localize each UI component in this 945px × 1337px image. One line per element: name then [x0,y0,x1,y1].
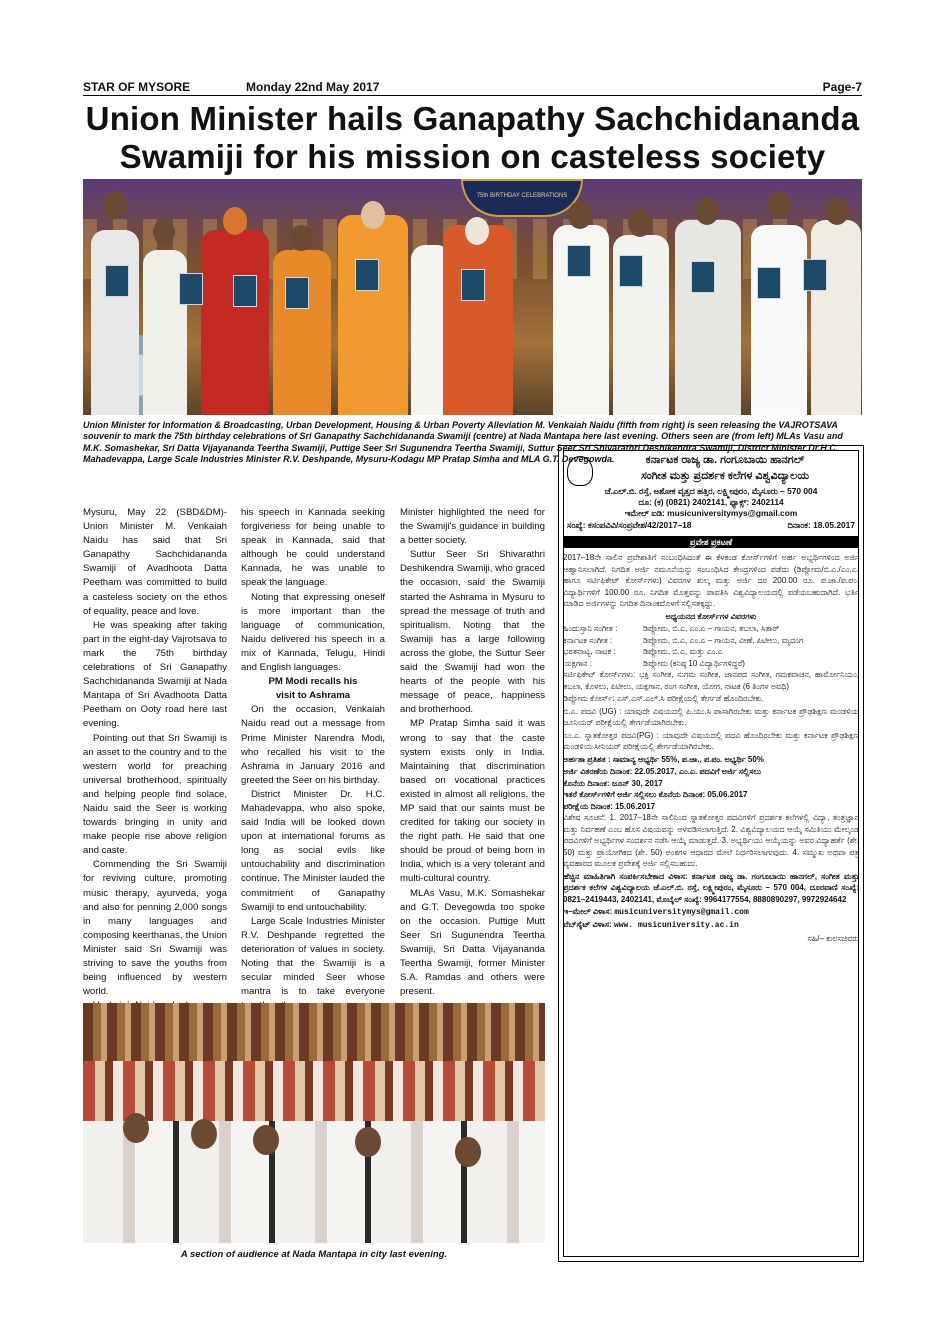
person [338,215,408,415]
person-head [191,1119,217,1149]
ad-email-value[interactable]: musicuniversitymys@gmail.com [614,908,749,917]
ad-web-label: ವೆಬ್‌ಸೈಟ್ ವಿಳಾಸ: [563,919,612,929]
ad-body [563,552,859,945]
souvenir-book [803,259,827,291]
person [443,225,513,415]
page-number: Page-7 [822,80,862,94]
ad-header [563,450,859,532]
souvenir-book [619,255,643,287]
ad-contact: ಹೆಚ್ಚಿನ ಮಾಹಿತಿಗಾಗಿ ಸಂಪರ್ಕಿಸಬೇಕಾದ ವಿಳಾಸ: ಕರ್ನಾಟಕ ರಾಜ್ಯ ಡಾ. ಗಂಗೂಬಾಯಿ ಹಾನಗಲ್, ಸಂಗೀತ ಮತ್ತು ಪ್ರದರ್ಶಕ ಕಲೆಗಳ ವಿಶ್ವವಿದ್ಯಾಲಯ ಜೆ.ಎಲ್.ಬಿ. ರಸ್ತೆ, ಲಕ್ಷ್ಮೀಪುರಂ, ಮೈಸೂರು – 570 004, ದೂರವಾಣಿ ಸಂಖ್ಯೆ: 0821–2419443, 2402141, ಮೊಬೈಲ್ ಸಂಖ್ಯೆ: 9964177554, 8880890297, 9972924642 [563,871,859,904]
issue-date: Monday 22nd May 2017 [246,80,380,94]
ad-phone: ದೂ: (ಕ) (0821) 2402141, ಫ್ಯಾಕ್ಸ್: 2402114 [638,497,784,507]
person [811,220,861,415]
course-detail: ಡಿಪ್ಲೋಮ, ಬಿ.ಎ, ಎಂ.ಎ – ಗಾಯನ, ವೀಣೆ, ಪಿಟೀಲು, ಮೃದಂಗ [643,635,804,645]
ad-address: ಜೆ.ಎಲ್.ಬಿ. ರಸ್ತೆ, ಅಶೋಕ ವೃತ್ತದ ಹತ್ತಿರ, ಲಕ್ಷ್ಮೀಪುರಂ, ಮೈಸೂರು – 570 004 [604,486,818,496]
person-head [568,201,592,229]
paragraph: Noting that expressing oneself is more important than the language of communication, Naidu delivered his speech in a mix of Kannada, Telugu, Hindi and English languages. [241,591,385,674]
person-head [361,201,385,229]
article-column-1 [83,506,227,1013]
souvenir-book [233,275,257,307]
article-column-3 [400,506,545,999]
person-head [355,1127,381,1157]
ad-course-row [563,658,859,670]
person-head [253,1125,279,1155]
paragraph: Suttur Seer Sri Shivarathri Deshikendra Swamiji, who graced the occasion, said the Swamiji started the Ashrama in Mysuru to spread the message of truth and spiritualism. Noting that the Swamiji has a large following across the globe, the Suttur Seer said the Swamiji had won the hearts of the people with his message of peace, happiness and brotherhood. [400,549,545,716]
crowd-back [83,1003,545,1063]
release-photo [83,179,862,415]
person-head [289,225,313,251]
course-detail: ಡಿಪ್ಲೋಮ (ಕನಿಷ್ಠ 10 ವಿದ್ಯಾರ್ಥಿಗಳಿದ್ದರೆ) [643,658,745,668]
person-head [223,207,247,235]
souvenir-book [105,265,129,297]
headline [83,100,862,176]
paragraph: District Minister Dr. H.C. Mahadevappa, who also spoke, said India will be looked down upon at international forums as long as social evils like untouchability and discrimination continue. The Minister lauded the commitment of Ganapathy Swamiji to end untouchability. [241,788,385,913]
paragraph: Large Scale Industries Minister R.V. Deshpande regretted the deterioration of values in society. Noting that the Swamiji is a secular minded Seer whose mantra is to take everyone [241,915,385,998]
ad-course-row [563,635,859,647]
ad-certificate-courses: ಸರ್ಟಿಫಿಕೇಟ್ ಕೋರ್ಸ್‌ಗಳು: ಭಕ್ತಿ ಸಂಗೀತ, ಸುಗಮ ಸಂಗೀತ, ಜಾನಪದ ಸಂಗೀತ, ಗಮಕವಾಚನ, ಹಾರ್ಮೋನಿಯಂ, ತಬಲಾ, ಕೊಳಲು, ಪಿಟೀಲು, ಯಕ್ಷಗಾನ, ರಂಗ ಸಂಗೀತ, ಯೋಗ, ನಾಟಕ (6 ತಿಂಗಳ ಅವಧಿ) [563,670,859,691]
headline-line-1: Union Minister hails Ganapathy Sachchidananda [85,100,860,137]
souvenir-book [567,245,591,277]
audience-caption: A section of audience at Nada Mantapa in city last evening. [180,1249,448,1260]
paragraph: his speech in Kannada seeking forgiveness for being unable to speak in Kannada, said that although he could understand Kannada, he was unable to speak the language. [241,507,385,589]
banner-text: 75th BIRTHDAY CELEBRATIONS [476,193,568,199]
paragraph: He was speaking after taking part in the eight-day Vajrotsava to mark the 75th birthday celebrations of Sri Ganapathy Sachchidananda Swamiji at Nada Mantapa of Sri Avadhoota Datta Peetham on Ooty road here last evening. [83,619,227,730]
souvenir-book [691,261,715,293]
course-name: ಹಿಂದುಸ್ತಾನಿ ಸಂಗೀತ : [563,624,618,633]
souvenir-book [285,277,309,309]
ad-eligibility: ಎಂ.ಎ. ಸ್ನಾತಕೋತ್ತರ ಪದವಿ(PG) : ಯಾವುದೇ ವಿಷಯದಲ್ಲಿ ಪದವಿ ಹೊಂದಿರಬೇಕು ಮತ್ತು ಕರ್ನಾಟಕ ಪ್ರೌಢಶಿಕ್ಷಣ ಮಂಡಳಿಯ ಸೀನಿಯರ್ ಪರೀಕ್ಷೆಯಲ್ಲಿ ತೇರ್ಗಡೆಯಾಗಿರಬೇಕು. [563,730,859,751]
ad-web-value[interactable]: www. musicuniversity.ac.in [613,920,739,930]
paragraph: MP Pratap Simha said it was wrong to say that the caste system exists only in India. Maintaining that discrimination based on vocational practices existed in almost all religions, the MP said that our saints must be credited for taking our society in the right path. He said that one should be proud of being born in India, which is a very tolerant and multi-cultural country. [400,718,545,885]
ad-signature: ಸಹಿ/– ಕುಲಸಚಿವರು [807,934,859,943]
course-detail: ಡಿಪ್ಲೋಮ, ಬಿ.ಎ, ಎಂ.ಎ – ಗಾಯನ, ತಬಲಾ, ಸಿತಾರ್ [643,624,780,633]
ad-courses-heading: ಅಧ್ಯಯನದ ಕೋರ್ಸ್‌ಗಳ ವಿವರಗಳು [665,611,757,621]
person [201,230,269,415]
ad-date-line: ಅರ್ಜಿ ವಿತರಣೆಯ ದಿನಾಂಕ: 22.05.2017, ಎಂ.ಎ. ಪದವಿಗೆ ಅರ್ಜಿ ಸಲ್ಲಿಸಲು [563,767,762,776]
person-head [465,217,489,245]
masthead-rule [83,95,862,96]
ad-course-row [563,623,859,635]
souvenir-book [757,267,781,299]
paragraph: Pointing out that Sri Swamiji is an asset to the country and to the western world for preaching universal brotherhood, spiritually and helping people find solace, Naidu said the Seer is working towards bringing in unity and make people rise above religion and caste. [83,732,227,857]
course-name: ಯಕ್ಷಗಾನ : [563,658,592,668]
ad-band: ಪ್ರವೇಶ ಪ್ರಕಟಣೆ [563,536,859,548]
ad-notes: ವಿಶೇಷ ಸೂಚನೆ: 1. 2017–18ನೇ ಸಾಲಿನಿಂದ ಸ್ನಾತಕೋತ್ತರ ಪದವಿಗಳಿಗೆ ಪ್ರದರ್ಶಕ ಕಲೆಗಳಲ್ಲಿ ವಿದ್ಯಾ, ತಂತ್ರಜ್ಞಾನ ಮತ್ತು ನಿರ್ವಹಣೆ ಎಂಬ ಹೊಸ ವಿಷಯವನ್ನು ಅಳವಡಿಸಲಾಗುತ್ತಿದೆ. 2. ವಿಶ್ವವಿದ್ಯಾಲಯದ ಆಯ್ಕೆ ಸಮಿತಿಯು ಮೇಲ್ಕಂಡ ಪದವಿಗಳಿಗೆ ಅಭ್ಯರ್ಥಿಗಳ ಸಂದರ್ಶನ ನಡೆಸಿ ಆಯ್ಕೆ ಮಾಡುತ್ತದೆ. 3. ಅಭ್ಯರ್ಥಿಯು ಆಯ್ಕೆಯನ್ನು ಅವರ ವಿದ್ಯಾಹರ್ತೆ (ಶೇ. 50) ಮತ್ತು ಪ್ರಾಯೋಗಿಕದ (ಶೇ. 50) ಅಂಕಗಳ ಆಧಾರದ ಮೇಲೆ ನಿರ್ಧರಿಸಲಾಗುವುದು. 4. ಸಮ್ಮುಖ ಅಥವಾ ಪತ್ರ ವ್ಯವಹಾರದ ಮೂಲಕ ಪ್ರವೇಶಕ್ಕೆ ಅರ್ಜಿ ಸಲ್ಲಿಸಬಹುದು. [563,813,859,868]
paper-name: STAR OF MYSORE [83,80,191,94]
person [675,220,741,415]
university-emblem-icon [567,456,593,486]
paragraph: Minister highlighted the need for the Swamiji's guidance in building a better society. [400,507,545,547]
paragraph: Mysuru, May 22 (SBD&DM)- Union Minister M. Venkaiah Naidu has said that Sri Ganapathy Sachchidananda Swamiji of Avadhoota Datta Peetham was committed to build a casteless society on the ethos of equality, peace and love. [83,507,227,617]
person [91,230,139,415]
paragraph: MLAs Vasu, M.K. Somashekar and G.T. Devegowda too spoke on the occasion. Puttige Mutt Seer Sri Sugunendra Teertha Swamiji, Sri Datta Vijayananda Teertha Swamiji, former Minister S.A. Ramdas and others were present. [400,887,545,998]
person [273,250,331,415]
person-head [153,219,175,245]
ad-web-line [563,919,859,932]
admission-ad [558,445,864,1262]
ad-date-line: ಕೊನೆಯ ದಿನಾಂಕ: ಜೂನ್ 30, 2017 [563,778,663,788]
ad-ref-number: ಸಂಖ್ಯೆ: ಕಸಂಪವಿವಿ/ಸಂಪ್ರವೇಶ/42/2017–18 [567,520,692,530]
person-head [123,1113,149,1143]
paragraph: On the occasion, Venkaiah Naidu read out a message from Prime Minister Narendra Modi, who recalled his visit to the Ashrama in January 2016 and greeted the Seer on his birthday. [241,704,385,786]
person-head [103,191,127,219]
souvenir-book [355,259,379,291]
headline-line-2: Swamiji for his mission on casteless society [119,138,826,175]
masthead [83,78,862,96]
subheading: PM Modi recalls his visit to Ashrama [268,676,358,702]
person-head [695,197,719,225]
ad-title-2: ಸಂಗೀತ ಮತ್ತು ಪ್ರದರ್ಶಕ ಕಲೆಗಳ ವಿಶ್ವವಿದ್ಯಾಲಯ [640,470,810,482]
souvenir-book [461,269,485,301]
course-name: ಭರತನಾಟ್ಯ, ನಾಟಕ : [563,647,616,656]
ad-intro: 2017–18ನೇ ಸಾಲಿನ ಪ್ರವೇಶಾತಿಗೆ ಸಂಬಂಧಿಸಿದಂತೆ ಈ ಕೆಳಕಂಡ ಕೋರ್ಸ್‌ಗಳಿಗೆ ಅರ್ಹ ಅಭ್ಯರ್ಥಿಗಳಿಂದ ಅರ್ಜಿ ಆಹ್ವಾನಿಸಲಾಗಿದೆ. ನಿಗದಿತ ಅರ್ಜಿ ನಮೂನೆಯನ್ನು ಸಂಬಂಧಿಸಿದ ಕೇಂದ್ರಗಳಿಂದ ಪಡೆದು (ಡಿಪ್ಲೋಮ/ಬಿ.ಎ./ಎಂ.ಎ. ಹಾಗೂ ಸರ್ಟಿಫಿಕೇಟ್ ಕೋರ್ಸ್‌ಗಳು) ವಿವರಗಳ ಶುಲ್ಕ ಮತ್ತು ಅರ್ಜಿ ದರ 200.00 ರೂ. ಪ.ಜಾ./ಪ.ಪಂ. ವಿದ್ಯಾರ್ಥಿಗಳಿಗೆ 100.00 ರೂ. ನಿಗದಿತ ಮೊತ್ತವನ್ನು ಪಾವತಿಸಿ ವಿಶ್ವವಿದ್ಯಾಲಯದಲ್ಲಿ ಪಡೆಯಬಹುದಾಗಿದೆ. ಭರ್ತಿ ಮಾಡಿದ ಅರ್ಜಿಗಳನ್ನು ನಿಗದಿತ ದಿನಾಂಕದೊಳಗೆ ಸಲ್ಲಿಸತಕ್ಕದ್ದು. [563,553,859,608]
course-name: ಕರ್ನಾಟಕ ಸಂಗೀತ : [563,635,613,645]
ad-email-line [563,906,859,919]
person-head [825,197,849,225]
ad-email: ಇಮೇಲ್ ಐಡಿ: musicuniversitymys@gmail.com [624,508,798,518]
course-detail: ಡಿಪ್ಲೋಮ, ಬಿ.ಎ, ಮತ್ತು ಎಂ.ಎ [643,647,723,656]
ad-email-label: ಇ–ಮೇಲ್ ವಿಳಾಸ: [563,907,613,916]
stage-banner [461,179,583,217]
person-head [628,209,652,237]
ad-title-1: ಕರ್ನಾಟಕ ರಾಜ್ಯ ಡಾ. ಗಂಗೂಬಾಯಿ ಹಾನಗಲ್ [645,454,805,466]
ad-date-line: ಇತರೆ ಕೋರ್ಸ್‌ಗಳಿಗೆ ಅರ್ಜಿ ಸಲ್ಲಿಸಲು ಕೊನೆಯ ದಿನಾಂಕ: 05.06.2017 [563,790,748,799]
audience-photo [83,1003,545,1243]
ad-reference [567,520,855,531]
ad-eligibility: ಡಿಪ್ಲೋಮ ಕೋರ್ಸ್: ಎಸ್.ಎಸ್.ಎಲ್.ಸಿ ಪರೀಕ್ಷೆಯಲ್ಲಿ ತೇರ್ಗಡೆ ಹೊಂದಿರಬೇಕು. [563,694,764,703]
ad-date-line: ಪರೀಕ್ಷೆಯ ದಿನಾಂಕ: 15.06.2017 [563,801,656,811]
ad-qualification: ಅರ್ಹತಾ ಪ್ರತಿಶತ : ಸಾಮಾನ್ಯ ಅಭ್ಯರ್ಥಿ 55%, ಪ.ಜಾ., ಪ.ಪಂ. ಅಭ್ಯರ್ಥಿ 50% [563,754,764,764]
ad-dates [563,766,859,812]
souvenir-book [179,273,203,305]
article-column-2 [241,506,385,1013]
crowd-middle [83,1061,545,1121]
person [751,225,807,415]
paragraph: Commending the Sri Swamiji for reviving culture, promoting music therapy, ayurveda, yoga and also for penning 2,000 songs in many languages and composing keerthanas, the Union Minister said Sri Swamiji was striving to save the youths from being influenced by western world. [83,859,227,998]
ad-course-row [563,646,859,658]
photo-caption: Union Minister for Information & Broadcasting, Urban Development, Housing & Urban Poverty Alleviation M. Venkaiah Naidu (fifth from right) is seen releasing the VAJROTSAVA souvenir to mark the 75th birthday celebrations of Sri Ganapathy Sachchidananda Swamiji (centre) at Nada Mantapa here last evening. Others seen are (from left) MLAs Vasu and M.K. Somashekar, Sri Datta Vijayananda Teertha Swamiji, Puttige Seer Sri Sugunendra Teertha Swamiji, Suttur Seer Sri Shivarathri Deshikendra Swamiji, District Minister Dr.H.C. Mahadevappa, Large Scale Industries Minister R.V. Deshpande, Mysuru-Kodagu MP Pratap Simha and MLA G.T. Devegowda. [83,420,843,465]
ad-ref-date: ದಿನಾಂಕ: 18.05.2017 [787,520,855,530]
ad-eligibility: ಬಿ.ಎ. ಪದವಿ (UG) : ಯಾವುದೇ ವಿಷಯದಲ್ಲಿ ಪಿ.ಯು.ಸಿ ಪಾಸಾಗಿರಬೇಕು ಮತ್ತು ಕರ್ನಾಟಕ ಪ್ರೌಢಶಿಕ್ಷಣ ಮಂಡಳಿಯ ಜೂನಿಯರ್ ಪರೀಕ್ಷೆಯಲ್ಲಿ ತೇರ್ಗಡೆಯಾಗಿರಬೇಕು. [563,706,859,727]
person-head [455,1137,481,1167]
person-head [767,191,791,219]
